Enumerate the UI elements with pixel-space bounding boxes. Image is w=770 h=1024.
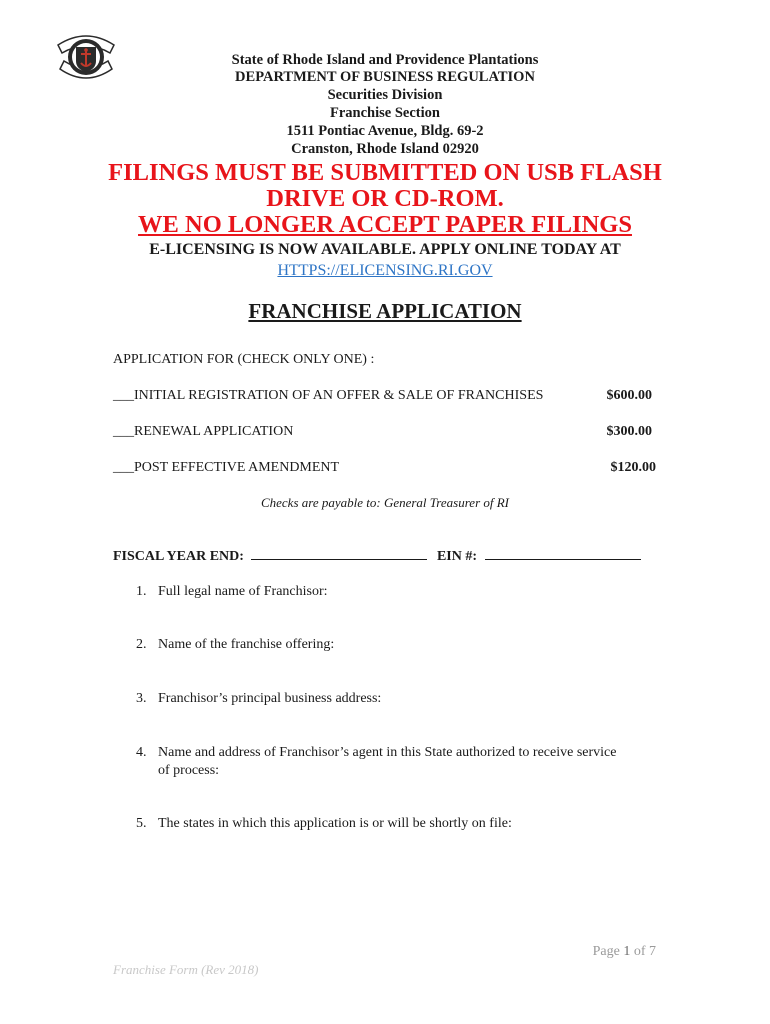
question-number: 4. [136,745,147,760]
header-city-address: Cranston, Rhode Island 02920 [291,141,479,157]
question-number: 5. [136,816,147,831]
notice-line-1: FILINGS MUST BE SUBMITTED ON USB FLASH [108,159,662,186]
page-title: FRANCHISE APPLICATION [248,299,522,323]
notice-line-3: WE NO LONGER ACCEPT PAPER FILINGS [138,211,632,238]
footer-form-revision: Franchise Form (Rev 2018) [113,962,259,977]
ein-field[interactable] [485,547,641,560]
header-street-address: 1511 Pontiac Avenue, Bldg. 69-2 [286,123,484,139]
question-number: 2. [136,637,147,652]
question-number: 3. [136,691,147,706]
ein-label: EIN #: [436,549,478,564]
option-initial-registration-price: $600.00 [606,388,652,403]
elicensing-notice: E-LICENSING IS NOW AVAILABLE. APPLY ONLINE TODAY AT [149,241,621,258]
question-franchisor-name: Full legal name of Franchisor: [158,584,328,599]
question-agent-name-address-continued: of process: [158,763,220,778]
option-post-effective-amendment-price: $120.00 [610,460,656,475]
page-total: 7 [649,944,656,959]
question-principal-address: Franchisor’s principal business address: [158,691,382,706]
header-department: DEPARTMENT OF BUSINESS REGULATION [235,69,535,85]
checks-payable-note: Checks are payable to: General Treasurer of RI [260,495,510,510]
question-agent-name-address: Name and address of Franchisor’s agent in this State authorized to receive service [158,745,617,760]
header-division: Securities Division [327,87,443,103]
option-post-effective-amendment[interactable]: ___POST EFFECTIVE AMENDMENT [113,460,340,475]
page-current: 1 [623,944,631,959]
fiscal-year-end-field[interactable] [251,547,427,560]
page-prefix: Page [592,944,620,959]
header-section: Franchise Section [330,105,440,121]
question-franchise-offering-name: Name of the franchise offering: [158,637,335,652]
option-renewal-application[interactable]: ___RENEWAL APPLICATION [113,424,294,439]
question-number: 1. [136,584,147,599]
header-state-name: State of Rhode Island and Providence Plantations [231,52,539,68]
option-renewal-application-price: $300.00 [606,424,652,439]
fiscal-ein-row [113,547,641,565]
notice-line-2: DRIVE OR CD-ROM. [266,185,504,212]
option-initial-registration[interactable]: ___INITIAL REGISTRATION OF AN OFFER & SALE OF FRANCHISES [113,388,544,403]
question-states-on-file: The states in which this application is or will be shortly on file: [158,816,512,831]
elicensing-link[interactable]: HTTPS://ELICENSING.RI.GOV [277,262,493,279]
page-number [593,943,656,960]
fiscal-year-end-label: FISCAL YEAR END: [113,549,244,564]
application-for-label: APPLICATION FOR (CHECK ONLY ONE) : [113,352,375,367]
page-of: of [633,944,646,959]
